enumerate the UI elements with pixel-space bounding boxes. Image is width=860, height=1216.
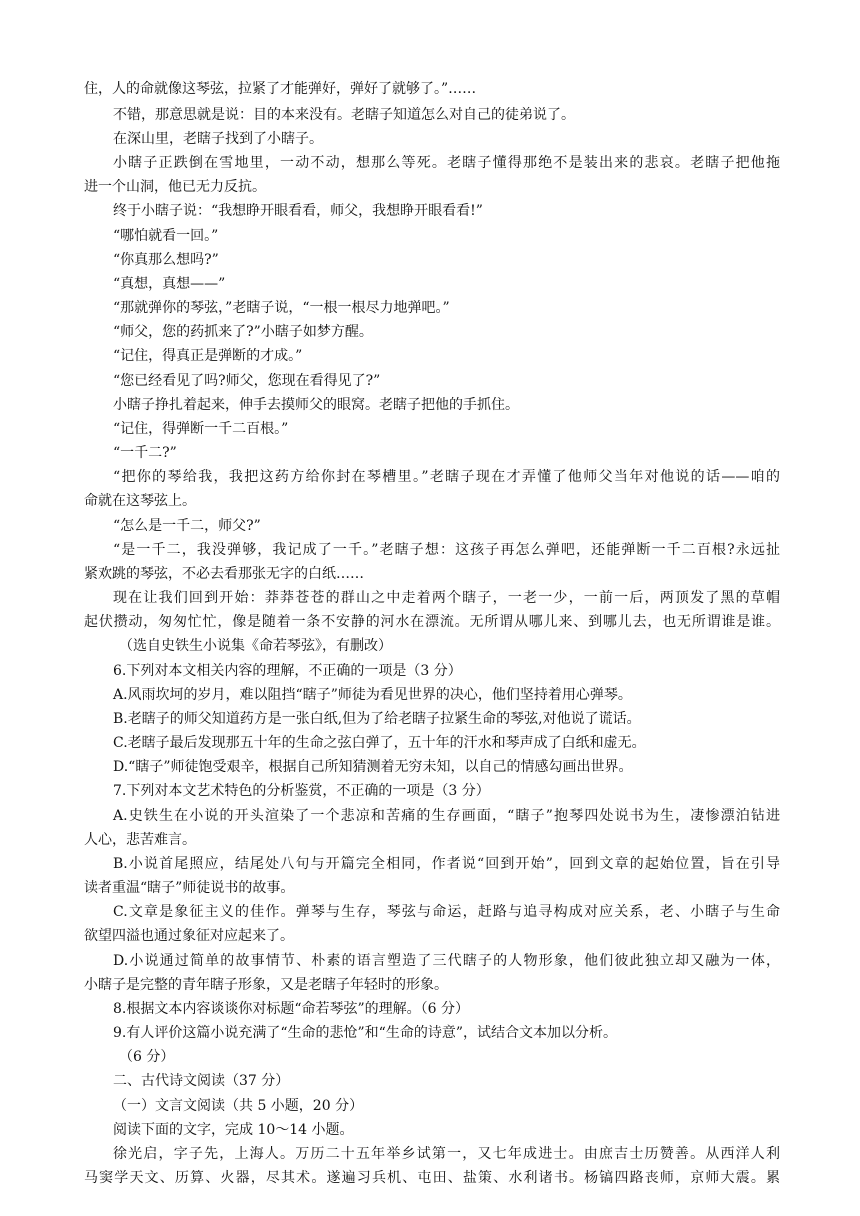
text-line: 在深山里，老瞎子找到了小瞎子。 xyxy=(113,131,323,147)
option-7b: B.小说首尾照应，结尾处八句与开篇完全相同，作者说“回到开始”，回到文章的起始位置，旨在引导 xyxy=(113,856,780,872)
text-line: 起伏攒动，匆匆忙忙，像是随着一条不安静的河水在漂流。无所谓从哪儿来、到哪儿去，也无所谓谁是谁。 xyxy=(84,614,780,630)
text-line: “记住，得真正是弹断的才成。” xyxy=(113,348,303,364)
text-line: 紧欢跳的琴弦，不必去看那张无字的白纸…… xyxy=(84,566,364,582)
text-line: 进一个山洞，他已无力反抗。 xyxy=(84,179,266,195)
text-line: “记住，得弹断一千二百根。” xyxy=(113,421,289,437)
option-7d: D.小说通过简单的故事情节、朴素的语言塑造了三代瞎子的人物形象，他们彼此独立却又融为一体， xyxy=(113,953,780,969)
text-line: “真想，真想——” xyxy=(113,276,226,292)
option-6b: B.老瞎子的师父知道药方是一张白纸,但为了给老瞎子拉紧生命的琴弦,对他说了谎话。 xyxy=(113,711,641,727)
instruction: 阅读下面的文字，完成 10～14 小题。 xyxy=(113,1122,354,1138)
subsection-heading: （一）文言文阅读（共 5 小题，20 分） xyxy=(113,1098,364,1114)
text-line: “怎么是一千二，师父?” xyxy=(113,518,261,534)
text-line: 徐光启，字子先，上海人。万历二十五年举乡试第一，又七年成进士。由庶吉士历赞善。从西洋人利 xyxy=(113,1146,780,1162)
text-line: 终于小瞎子说：“我想睁开眼看看，师父，我想睁开眼看看!” xyxy=(113,203,483,219)
text-line: 不错，那意思就是说：目的本来没有。老瞎子知道怎么对自己的徒弟说了。 xyxy=(113,107,575,123)
text-line: 现在让我们回到开始：莽莽苍苍的群山之中走着两个瞎子，一老一少，一前一后，两顶发了黑的草帽 xyxy=(113,590,780,606)
option-6c: C.老瞎子最后发现那五十年的生命之弦白弹了，五十年的汗水和琴声成了白纸和虚无。 xyxy=(113,735,646,751)
option-6d: D.“瞎子”师徒饱受艰辛，根据自己所知猜测着无穷未知，以自己的情感勾画出世界。 xyxy=(113,759,633,775)
text-line: 小瞎子正跌倒在雪地里，一动不动，想那么等死。老瞎子懂得那绝不是装出来的悲哀。老瞎子把他拖 xyxy=(113,155,780,171)
text-line: “把你的琴给我，我把这药方给你封在琴槽里。”老瞎子现在才弄懂了他师父当年对他说的话——咱的 xyxy=(113,469,780,485)
question-9: 9.有人评价这篇小说充满了“生命的悲怆”和“生命的诗意”，试结合文本加以分析。 xyxy=(113,1025,617,1041)
question-8: 8.根据文本内容谈谈你对标题“命若琴弦”的理解。（6 分） xyxy=(113,1001,470,1017)
option-6a: A.风雨坎坷的岁月，难以阻挡“瞎子”师徒为看见世界的决心，他们坚持着用心弹琴。 xyxy=(113,687,632,703)
text-line: 人心，悲苦难言。 xyxy=(84,832,196,848)
text-line: 小瞎子是完整的青年瞎子形象，又是老瞎子年轻时的形象。 xyxy=(84,977,448,993)
text-line: （6 分） xyxy=(119,1049,175,1065)
text-line: 住，人的命就像这琴弦，拉紧了才能弹好，弹好了就够了。”…… xyxy=(84,81,477,97)
text-line: 马窦学天文、历算、火器，尽其术。遂遍习兵机、屯田、盐策、水利诸书。杨镐四路丧师，京师大震。累 xyxy=(84,1170,780,1186)
question-6: 6.下列对本文相关内容的理解，不正确的一项是（3 分） xyxy=(113,663,462,679)
text-line: “哪怕就看一回。” xyxy=(113,228,219,244)
text-line: “你真那么想吗?” xyxy=(113,252,219,268)
text-line: 小瞎子挣扎着起来，伸手去摸师父的眼窝。老瞎子把他的手抓住。 xyxy=(113,397,519,413)
text-line: 读者重温“瞎子”师徒说书的故事。 xyxy=(84,880,295,896)
question-7: 7.下列对本文艺术特色的分析鉴赏，不正确的一项是（3 分） xyxy=(113,783,490,799)
section-heading: 二、古代诗文阅读（37 分） xyxy=(113,1073,290,1089)
option-7a: A.史铁生在小说的开头渲染了一个悲凉和苦痛的生存画面，“瞎子”抱琴四处说书为生，凄惨漂泊钻进 xyxy=(113,808,780,824)
text-line: “师父，您的药抓来了?”小瞎子如梦方醒。 xyxy=(113,324,373,340)
text-line: 欲望四溢也通过象征对应起来了。 xyxy=(84,928,294,944)
text-line: “是一千二，我没弹够，我记成了一千。”老瞎子想：这孩子再怎么弹吧，还能弹断一千二百根?永远扯 xyxy=(113,542,780,558)
text-line: “那就弹你的琴弦，”老瞎子说，“一根一根尽力地弹吧。” xyxy=(113,300,450,316)
text-line: “一千二?” xyxy=(113,445,177,461)
text-line: “您已经看见了吗?师父，您现在看得见了?” xyxy=(113,373,381,389)
option-7c: C.文章是象征主义的佳作。弹琴与生存，琴弦与命运，赶路与追寻构成对应关系，老、小瞎子与生命 xyxy=(113,904,780,920)
text-line: 命就在这琴弦上。 xyxy=(84,493,196,509)
source-note: （选自史铁生小说集《命若琴弦》，有删改） xyxy=(119,638,392,654)
